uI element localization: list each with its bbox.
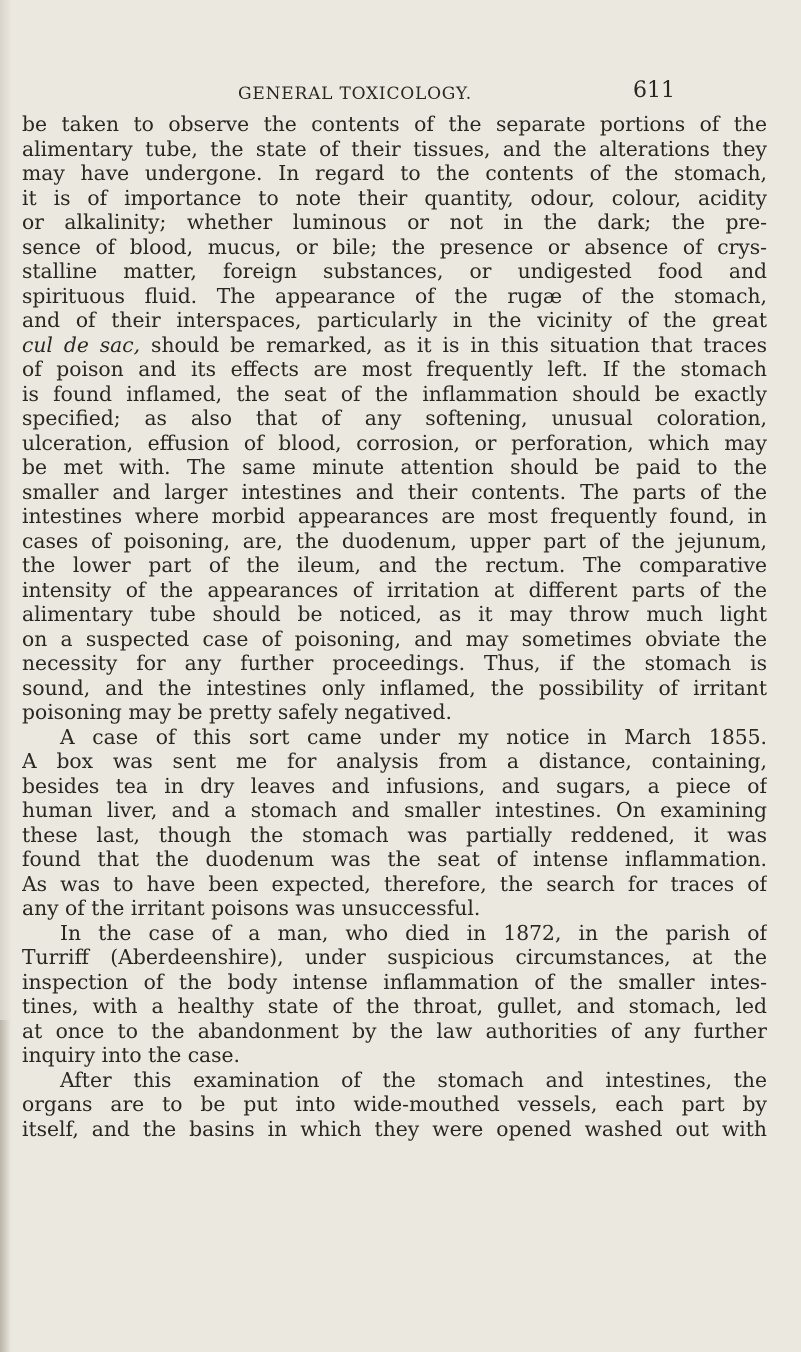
text-line: stalline matter, foreign substances, or undigested food and xyxy=(22,259,767,283)
text-line: Turriff (Aberdeenshire), under suspicious circumstances, at the xyxy=(22,945,767,969)
text-line: on a suspected case of poisoning, and may sometimes obviate the xyxy=(22,626,767,651)
text-line: organs are to be put into wide-mouthed vessels, each part by xyxy=(22,1092,767,1116)
text-line: cases of poisoning, are, the duodenum, upper part of the jejunum, xyxy=(22,528,767,553)
text-line: intestines where morbid appearances are most frequently found, in xyxy=(22,504,767,528)
text-line: may have undergone. In regard to the contents of the stomach, xyxy=(22,161,767,185)
text-line: alimentary tube should be noticed, as it may throw much light xyxy=(22,602,767,626)
text-line: any of the irritant poisons was unsuccessful. xyxy=(22,896,481,920)
text-line: or alkalinity; whether luminous or not in the dark; the pre- xyxy=(22,210,767,234)
text-line: In the case of a man, who died in 1872, in the parish of xyxy=(60,920,767,945)
text-line: human liver, and a stomach and smaller intestines. On examining xyxy=(22,798,767,822)
text-line: is found inflamed, the seat of the inflammation should be exactly xyxy=(22,381,767,406)
text-line: itself, and the basins in which they were opened washed out with xyxy=(22,1116,767,1141)
text-line: found that the duodenum was the seat of intense inflammation. xyxy=(22,847,767,871)
text-line: tines, with a healthy state of the throat, gullet, and stomach, led xyxy=(22,994,767,1018)
text-line: As was to have been expected, therefore, the search for traces of xyxy=(22,871,767,896)
text-line: it is of importance to note their quantity, odour, colour, acidity xyxy=(22,185,767,210)
text-line: sound, and the intestines only inflamed, the possibility of irritant xyxy=(22,675,767,700)
text-line: poisoning may be pretty safely negatived. xyxy=(22,700,452,724)
body-text xyxy=(22,112,767,1141)
running-head: GENERAL TOXICOLOGY. xyxy=(238,84,472,104)
text-line: be taken to observe the contents of the separate portions of the xyxy=(22,112,767,136)
page-number: 611 xyxy=(633,78,675,103)
text-line: After this examination of the stomach and intestines, the xyxy=(60,1067,767,1092)
text-line: sence of blood, mucus, or bile; the presence or absence of crys- xyxy=(22,234,767,259)
page-edge xyxy=(0,1020,10,1352)
text-line xyxy=(22,333,767,358)
text-line: at once to the abandonment by the law authorities of any further xyxy=(22,1018,767,1043)
italic-phrase: cul de sac, xyxy=(22,332,141,357)
text-line: spirituous fluid. The appearance of the rugæ of the stomach, xyxy=(22,283,767,308)
text-line: ulceration, effusion of blood, corrosion, or perforation, which may xyxy=(22,430,767,455)
text-line: A case of this sort came under my notice in March 1855. xyxy=(60,724,767,749)
text-line: inspection of the body intense inflammation of the smaller intes- xyxy=(22,969,767,994)
text-line: be met with. The same minute attention should be paid to the xyxy=(22,455,767,479)
text-line: necessity for any further proceedings. Thus, if the stomach is xyxy=(22,651,767,675)
text-line: and of their interspaces, particularly in the vicinity of the great xyxy=(22,308,767,332)
text-fragment: should be remarked, as it is in this situation that traces xyxy=(151,332,767,357)
text-line: alimentary tube, the state of their tissues, and the alterations they xyxy=(22,136,767,161)
text-line: the lower part of the ileum, and the rectum. The comparative xyxy=(22,553,767,577)
text-line: A box was sent me for analysis from a distance, containing, xyxy=(22,749,767,773)
text-line: inquiry into the case. xyxy=(22,1043,241,1067)
text-line: intensity of the appearances of irritation at different parts of the xyxy=(22,577,767,602)
text-line: smaller and larger intestines and their contents. The parts of the xyxy=(22,479,767,504)
text-line: of poison and its effects are most frequently left. If the stomach xyxy=(22,357,767,381)
page-header xyxy=(0,78,801,112)
text-line: specified; as also that of any softening, unusual coloration, xyxy=(22,406,767,430)
text-line: besides tea in dry leaves and infusions, and sugars, a piece of xyxy=(22,773,767,798)
text-line: these last, though the stomach was partially reddened, it was xyxy=(22,822,767,847)
